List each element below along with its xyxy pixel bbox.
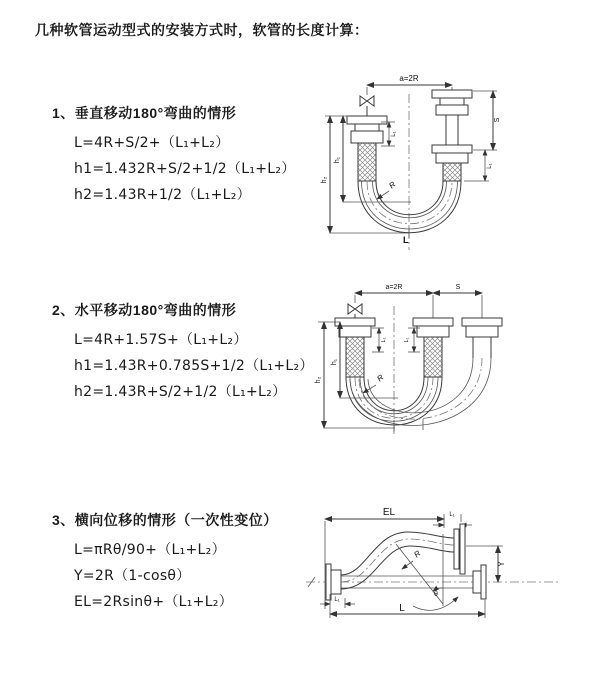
dim-label-theta: θ — [434, 591, 438, 598]
dimension-a2r — [355, 284, 433, 293]
dim-label-s: S — [455, 284, 461, 291]
diagram-lateral-displacement — [298, 494, 600, 654]
hose-s-curve — [341, 532, 454, 589]
formula-line: L=4R+S/2+（L₁+L₂） — [74, 135, 230, 151]
dim-label-l1: L₁ — [487, 163, 493, 169]
section-1-formulas — [52, 130, 296, 208]
radius-leader — [377, 180, 398, 199]
dim-label-h1: h₁ — [331, 358, 338, 366]
flange-left — [335, 318, 375, 337]
section-2-heading: 2、水平移动180°弯曲的情形 — [52, 302, 237, 318]
dim-label-a2r: a=2R — [385, 284, 403, 291]
formula-line: h1=1.43R+0.785S+1/2（L₁+L₂） — [74, 358, 314, 374]
valve-icon — [348, 304, 362, 318]
dim-label-a2r: a=2R — [399, 74, 419, 83]
hose-braid-right — [443, 163, 461, 181]
hose-braid-left — [346, 337, 364, 377]
dim-label-el: EL — [382, 507, 396, 518]
hose-braid-left — [358, 143, 376, 181]
flange-middle — [413, 318, 453, 337]
dim-label-l: L — [403, 235, 409, 245]
right-flange-stack — [432, 90, 472, 163]
formula-line: h2=1.43R+S/2+1/2（L₁+L₂） — [74, 384, 287, 400]
section-2-formulas — [52, 327, 314, 405]
dimension-l — [403, 227, 409, 245]
dim-label-h2: h₂ — [315, 376, 322, 384]
section-1-heading: 1、垂直移动180°弯曲的情形 — [52, 105, 237, 121]
dim-label-r: R — [375, 372, 386, 384]
dim-label-h1: h₁ — [334, 156, 341, 164]
dim-label-l1: L₁ — [404, 337, 410, 343]
angle-construction — [396, 534, 458, 610]
dim-label-s: S — [494, 117, 501, 123]
formula-line: h1=1.432R+S/2+1/2（L₁+L₂） — [74, 161, 296, 177]
diagram-vertical-180-bend — [305, 70, 590, 264]
dimension-l — [330, 594, 485, 618]
radius-leader — [402, 549, 423, 569]
formula-line: h2=1.43R+1/2（L₁+L₂） — [74, 187, 251, 203]
dimension-el — [325, 507, 444, 609]
dimension-s — [433, 284, 482, 293]
hose-braid-middle — [424, 337, 442, 377]
diagram-horizontal-180-bend — [300, 276, 600, 468]
dim-label-l1: L₁ — [449, 512, 455, 518]
dim-label-l1: L₁ — [334, 597, 340, 603]
page-title: 几种软管运动型式的安装方式时，软管的长度计算： — [35, 22, 369, 38]
section-3-formulas — [52, 537, 278, 615]
valve-icon — [360, 96, 374, 116]
formula-line: Y=2R（1-cosθ） — [74, 568, 191, 584]
section-3-heading: 3、横向位移的情形（一次性变位） — [52, 512, 278, 528]
dim-label-l1: L₁ — [381, 337, 387, 343]
section-lateral-displacement — [52, 510, 278, 615]
dimension-s — [473, 91, 501, 150]
flange-right — [462, 318, 502, 337]
left-flange — [326, 564, 341, 600]
formula-line: L=4R+1.57S+（L₁+L₂） — [74, 332, 248, 348]
right-flange-displaced — [454, 524, 465, 574]
left-flange — [347, 116, 387, 143]
section-vertical-movement — [52, 103, 296, 208]
dim-label-l1: L₁ — [391, 131, 397, 137]
section-horizontal-movement — [52, 300, 314, 405]
dimension-l1-top — [433, 512, 472, 528]
hose-u-bend — [358, 181, 461, 233]
dim-label-y: Y — [497, 561, 506, 567]
dimension-l1-left — [372, 328, 387, 352]
formula-line: EL=2Rsinθ+（L₁+L₂） — [74, 594, 234, 610]
dim-label-r: R — [387, 179, 398, 191]
dim-label-l: L — [399, 603, 405, 614]
formula-line: L=πRθ/90+（L₁+L₂） — [74, 542, 226, 558]
dim-label-r: R — [412, 548, 423, 560]
dim-label-h2: h₂ — [321, 176, 328, 184]
